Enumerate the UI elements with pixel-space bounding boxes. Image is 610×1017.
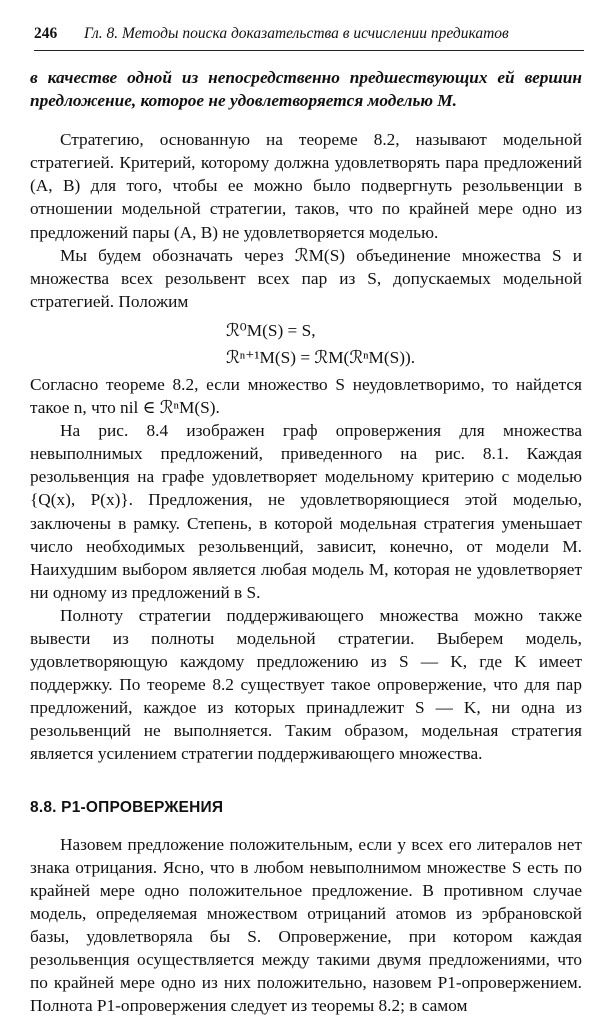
formula-2: ℛⁿ⁺¹M(S) = ℛM(ℛⁿM(S)). (226, 347, 416, 367)
running-head: Гл. 8. Методы поиска доказательства в исчислении предикатов (84, 25, 509, 42)
paragraph-3: Согласно теореме 8.2, если множество S неудовлетворимо, то найдется такое n, что nil ∈ ℛⁿM(S). (30, 374, 582, 418)
paragraph-5: Полноту стратегии поддерживающего множества можно также вывести из полноты модельной стратегии. Выберем модель, удовлетворяющую каждому предложению из S — K, где K имеет поддержку. По теореме 8.2 существует такое опровержение, что для пар предложений, каждое из которых принадлежит S — K, ни одна из резольвенций не выполняется. Таким образом, модельная стратегия является усилением стратегии поддерживающего множества. (30, 605, 582, 764)
page-number: 246 (34, 25, 58, 42)
paragraph-0: в качестве одной из непосредственно предшествующих ей вершин предложение, которое не удовлетворяется моделью M. (30, 68, 582, 111)
paragraph-4: На рис. 8.4 изображен граф опровержения для множества невыполнимых предложений, приведенного на рис. 8.1. Каждая резольвенция на графе удовлетворяет модельному критерию с моделью {Q(x), P(x)}. Предложения, не удовлетворяющиеся этой моделью, заключены в рамку. Степень, в которой модельная стратегия уменьшает число необходимых резольвенций, зависит, конечно, от модели M. Наихудшим выбором является любая модель M, которая не удовлетворяет ни одному из предложений в S. (30, 421, 582, 602)
running-header (34, 24, 584, 51)
formula-block (30, 317, 582, 371)
section-number: 8.8. (30, 798, 57, 816)
formula-1: ℛ⁰M(S) = S, (226, 320, 316, 340)
paragraph-6: Назовем предложение положительным, если у всех его литералов нет знака отрицания. Ясно, что в любом невыполнимом множестве S есть по крайней мере одно положительное предложение. В противном случае модель, определяемая множеством отрицаний атомов из эрбрановской базы, удовлетворяла бы S. Опровержение, при котором каждая резольвенция осуществляется между такими двумя предложениями, что по крайней мере одно из них положительно, назовем P1-опровержением. Полнота P1-опровержения следует из теоремы 8.2; в самом (30, 834, 582, 1016)
paragraph-2: Мы будем обозначать через ℛM(S) объединение множества S и множества всех резольвент всех пар из S, допускаемых модельной стратегией. Положим (30, 245, 582, 311)
paragraph-1: Стратегию, основанную на теореме 8.2, называют модельной стратегией. Критерий, которому должна удовлетворять пара предложений (A, B) для того, чтобы ее можно было подвергнуть резольвенции в отношении модельной стратегии, таков, что по крайней мере одно из предложений пары (A, B) не удовлетворяется моделью. (30, 130, 582, 242)
page-body (30, 66, 582, 1017)
section-heading (30, 796, 582, 819)
section-title: P1-ОПРОВЕРЖЕНИЯ (61, 798, 224, 816)
